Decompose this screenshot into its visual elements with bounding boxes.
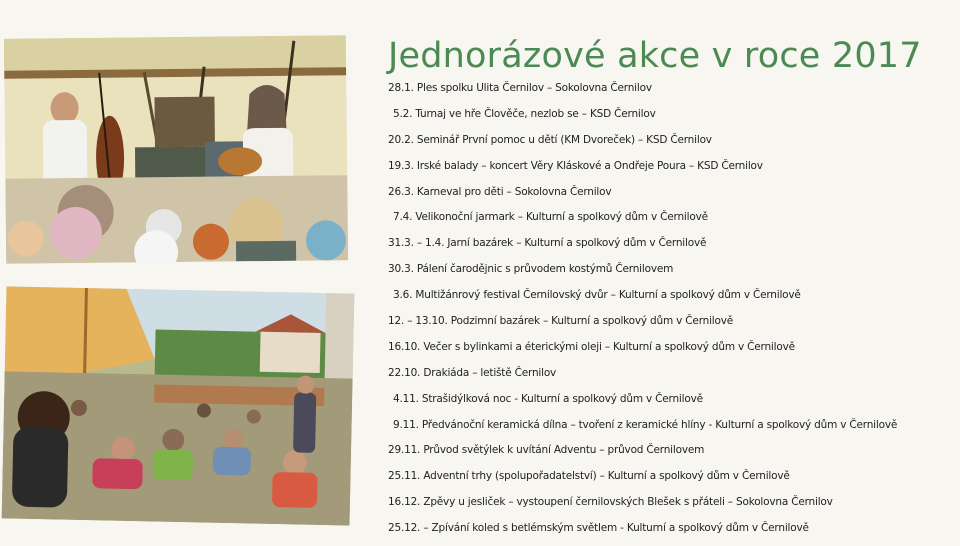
list-item: 29.11. Průvod světýlek k uvítání Adventu – průvod Černilovem <box>388 444 705 457</box>
list-item: 20.2. Seminář První pomoc u dětí (KM Dvoreček) – KSD Černilov <box>388 133 712 146</box>
list-item: 30.3. Pálení čarodějnic s průvodem kostýmů Černilovem <box>388 263 674 276</box>
list-item: 22.10. Drakiáda – letiště Černilov <box>388 366 557 379</box>
page-title: Jednorázové akce v roce 2017 <box>388 36 922 76</box>
list-item: 19.3. Irské balady – koncert Věry Kláskové a Ondřeje Poura – KSD Černilov <box>388 159 763 172</box>
list-item: 7.4. Velikonoční jarmark – Kulturní a spolkový dům v Černilově <box>393 211 708 224</box>
event-list <box>388 80 953 546</box>
audience-photo <box>2 286 355 525</box>
list-item: 25.11. Adventní trhy (spolupořadatelství) – Kulturní a spolkový dům v Černilově <box>388 470 790 483</box>
list-item: 3.6. Multižánrový festival Černilovský dvůr – Kulturní a spolkový dům v Černilově <box>393 289 801 302</box>
list-item: 9.11. Předvánoční keramická dílna – tvoření z keramické hlíny - Kulturní a spolkový dům v Černilově <box>393 418 898 431</box>
list-item: 12. – 13.10. Podzimní bazárek – Kulturní a spolkový dům v Černilově <box>388 315 734 328</box>
list-item: 31.3. – 1.4. Jarní bazárek – Kulturní a spolkový dům v Černilově <box>388 237 707 250</box>
list-item: 16.10. Večer s bylinkami a éterickými oleji – Kulturní a spolkový dům v Černilově <box>388 340 795 353</box>
list-item: 26.3. Karneval pro děti – Sokolovna Černilov <box>388 185 612 198</box>
list-item: 25.12. – Zpívání koled s betlémským světlem - Kulturní a spolkový dům v Černilově <box>388 522 809 535</box>
list-item: 16.12. Zpěvy u jesliček – vystoupení černilovských Blešek s přáteli – Sokolovna Černilov <box>388 496 833 509</box>
concert-photo <box>4 35 348 264</box>
list-item: 5.2. Turnaj ve hře Člověče, nezlob se – KSD Černilov <box>393 107 656 120</box>
list-item: 4.11. Strašidýlková noc - Kulturní a spolkový dům v Černilově <box>393 392 703 405</box>
list-item: 28.1. Ples spolku Ulita Černilov – Sokolovna Černilov <box>388 82 652 94</box>
